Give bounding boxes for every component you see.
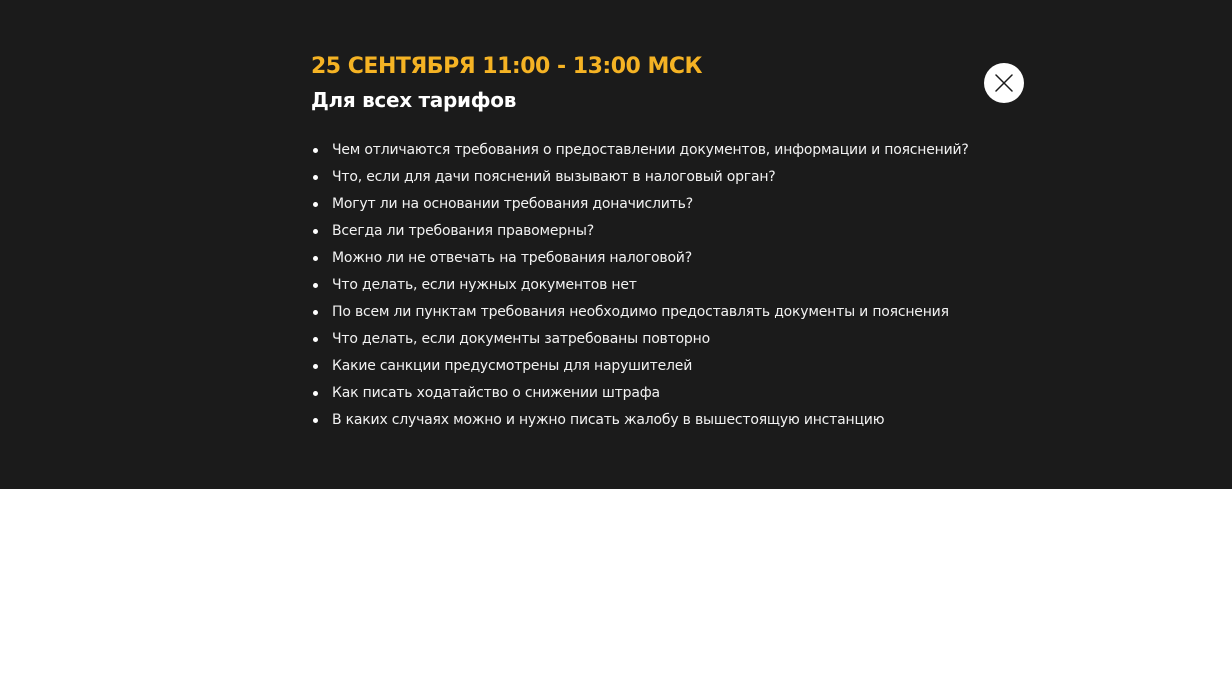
topic-text: Какие санкции предусмотрены для нарушителей bbox=[332, 358, 693, 374]
bullet-icon bbox=[313, 337, 318, 342]
bullet-icon bbox=[313, 148, 318, 153]
close-button[interactable] bbox=[984, 63, 1024, 103]
topic-text: Что делать, если документы затребованы повторно bbox=[332, 331, 710, 347]
topic-item bbox=[311, 245, 971, 272]
topic-text: Чем отличаются требования о предоставлении документов, информации и пояснений? bbox=[332, 142, 969, 158]
event-content bbox=[311, 52, 971, 434]
topic-item bbox=[311, 407, 971, 434]
bullet-icon bbox=[313, 310, 318, 315]
bullet-icon bbox=[313, 283, 318, 288]
topic-text: Всегда ли требования правомерны? bbox=[332, 223, 595, 239]
topic-item bbox=[311, 218, 971, 245]
bullet-icon bbox=[313, 229, 318, 234]
topic-text: По всем ли пунктам требования необходимо предоставлять документы и пояснения bbox=[332, 304, 949, 320]
topic-text: В каких случаях можно и нужно писать жалобу в вышестоящую инстанцию bbox=[332, 412, 885, 428]
bullet-icon bbox=[313, 418, 318, 423]
topic-item bbox=[311, 299, 971, 326]
topic-text: Как писать ходатайство о снижении штрафа bbox=[332, 385, 660, 401]
bullet-icon bbox=[313, 175, 318, 180]
topic-text: Можно ли не отвечать на требования налоговой? bbox=[332, 250, 692, 266]
topic-item bbox=[311, 164, 971, 191]
topic-item bbox=[311, 272, 971, 299]
topic-item bbox=[311, 137, 971, 164]
event-date-time: 25 СЕНТЯБРЯ 11:00 - 13:00 МСК bbox=[311, 54, 702, 79]
topic-item bbox=[311, 380, 971, 407]
topics-list bbox=[311, 137, 971, 434]
bullet-icon bbox=[313, 256, 318, 261]
bullet-icon bbox=[313, 364, 318, 369]
topic-text: Могут ли на основании требования доначислить? bbox=[332, 196, 693, 212]
topic-text: Что, если для дачи пояснений вызывают в налоговый орган? bbox=[332, 169, 776, 185]
topic-item bbox=[311, 326, 971, 353]
close-icon bbox=[995, 74, 1013, 92]
bullet-icon bbox=[313, 202, 318, 207]
bullet-icon bbox=[313, 391, 318, 396]
topic-item bbox=[311, 191, 971, 218]
topic-text: Что делать, если нужных документов нет bbox=[332, 277, 637, 293]
tariff-heading: Для всех тарифов bbox=[311, 88, 517, 112]
topic-item bbox=[311, 353, 971, 380]
